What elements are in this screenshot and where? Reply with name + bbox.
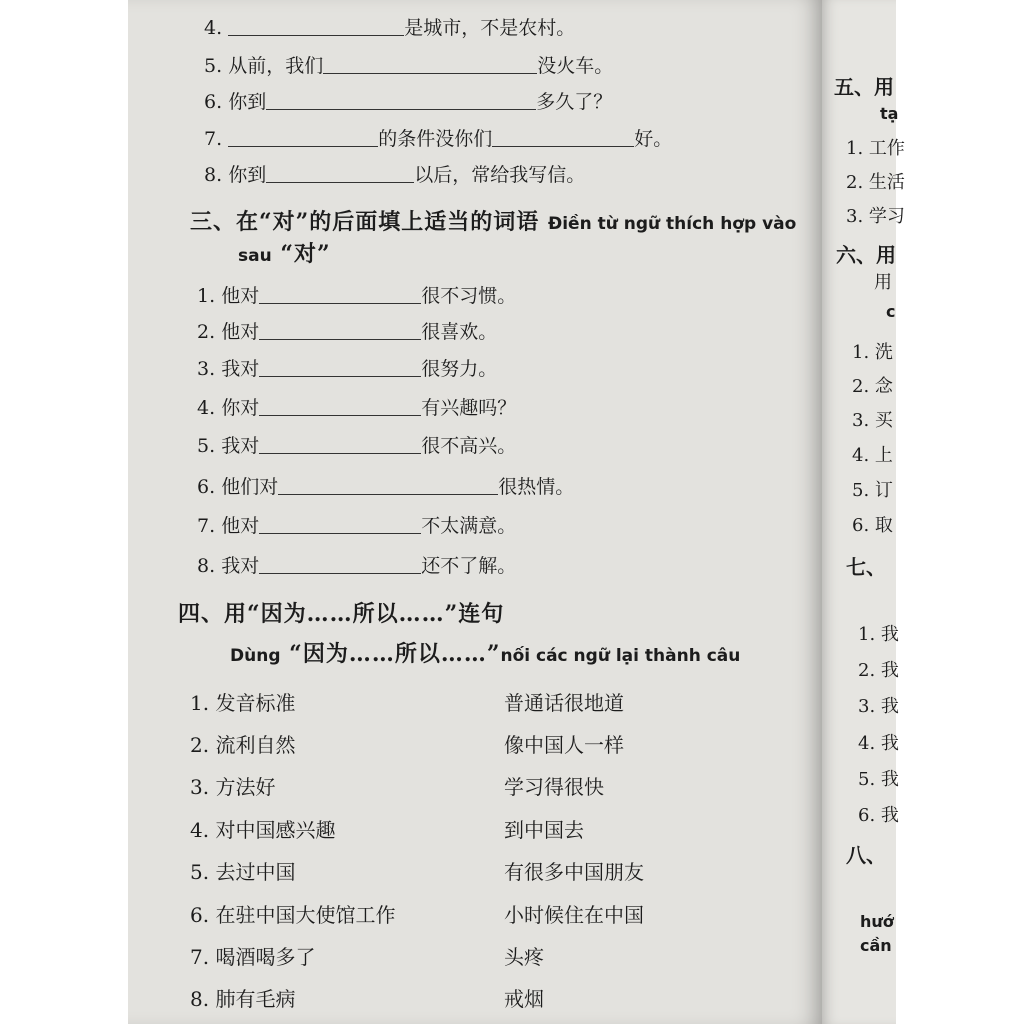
phrase-right: 小时候住在中国 xyxy=(504,903,644,927)
background-left xyxy=(0,0,128,1024)
phrase-right: 头疼 xyxy=(504,945,544,969)
right-item: 4. 我 xyxy=(858,733,899,754)
exercise-line: 5. 我对 很不高兴。 xyxy=(197,435,517,457)
exercise-line: 4. 是城市，不是农村。 xyxy=(204,17,576,39)
phrase-left: 8. 肺有毛病 xyxy=(190,987,296,1011)
fill-blank[interactable] xyxy=(259,435,421,454)
phrase-right: 戒烟 xyxy=(504,987,544,1011)
right-item: 2. 生活 xyxy=(846,172,905,193)
phrase-left: 1. 发音标准 xyxy=(190,691,296,715)
fill-blank[interactable] xyxy=(228,17,404,36)
fill-blank[interactable] xyxy=(259,321,421,340)
background-right xyxy=(896,0,1024,1024)
exercise-line: 6. 他们对 很热情。 xyxy=(197,476,575,498)
phrase-right: 普通话很地道 xyxy=(504,691,624,715)
phrase-right: 像中国人一样 xyxy=(504,733,624,757)
section-six-subtitle-2: c xyxy=(886,302,896,321)
right-item: 1. 洗 xyxy=(852,342,893,363)
section-three-subtitle: sau “对” xyxy=(238,241,331,267)
right-text: hướ xyxy=(860,912,894,931)
right-item: 5. 我 xyxy=(858,769,899,790)
exercise-line: 8. 我对 还不了解。 xyxy=(197,555,517,577)
phrase-left: 2. 流利自然 xyxy=(190,733,296,757)
right-item: 3. 买 xyxy=(852,410,893,431)
fill-blank[interactable] xyxy=(228,128,378,147)
section-four-subtitle: Dùng “因为……所以……”nối các ngữ lại thành câu xyxy=(230,641,741,667)
section-eight-title: 八、 xyxy=(846,843,886,867)
exercise-line: 4. 你对 有兴趣吗？ xyxy=(197,397,517,419)
phrase-left: 4. 对中国感兴趣 xyxy=(190,818,336,842)
section-five-subtitle: tạ xyxy=(880,104,899,123)
exercise-line: 1. 他对 很不习惯。 xyxy=(197,285,517,307)
fill-blank[interactable] xyxy=(259,285,421,304)
phrase-left: 5. 去过中国 xyxy=(190,860,296,884)
right-item: 3. 学习 xyxy=(846,206,905,227)
exercise-line: 5. 从前，我们 没火车。 xyxy=(204,55,614,77)
fill-blank[interactable] xyxy=(266,91,536,110)
right-item: 1. 我 xyxy=(858,624,899,645)
fill-blank[interactable] xyxy=(259,555,421,574)
fill-blank[interactable] xyxy=(259,397,421,416)
fill-blank[interactable] xyxy=(278,476,498,495)
section-five-title: 五、用 xyxy=(834,75,894,99)
phrase-right: 到中国去 xyxy=(504,818,584,842)
phrase-left: 7. 喝酒喝多了 xyxy=(190,945,316,969)
phrase-left: 6. 在驻中国大使馆工作 xyxy=(190,903,396,927)
exercise-line: 6. 你到 多久了？ xyxy=(204,91,613,113)
right-item: 3. 我 xyxy=(858,696,899,717)
section-three-title: 三、在“对”的后面填上适当的词语 Điền từ ngữ thích hợp vào xyxy=(190,209,797,235)
exercise-line: 2. 他对 很喜欢。 xyxy=(197,321,498,343)
fill-blank[interactable] xyxy=(259,358,421,377)
exercise-line: 3. 我对 很努力。 xyxy=(197,358,498,380)
right-page xyxy=(822,0,905,1024)
right-item: 4. 上 xyxy=(852,445,893,466)
fill-blank[interactable] xyxy=(259,515,421,534)
phrase-right: 有很多中国朋友 xyxy=(504,860,644,884)
exercise-line: 7. 他对 不太满意。 xyxy=(197,515,517,537)
right-item: 6. 取 xyxy=(852,515,893,536)
right-item: 5. 订 xyxy=(852,480,893,501)
phrase-right: 学习得很快 xyxy=(504,775,604,799)
right-item: 6. 我 xyxy=(858,805,899,826)
section-six-title: 六、用 xyxy=(836,243,896,267)
right-item: 1. 工作 xyxy=(846,138,905,159)
fill-blank[interactable] xyxy=(266,164,414,183)
section-seven-title: 七、 xyxy=(846,555,886,579)
fill-blank[interactable] xyxy=(323,55,537,74)
fill-blank[interactable] xyxy=(492,128,634,147)
exercise-line: 8. 你到 以后，常给我写信。 xyxy=(204,164,586,186)
right-item: 2. 我 xyxy=(858,660,899,681)
right-text: cần xyxy=(860,936,892,955)
phrase-left: 3. 方法好 xyxy=(190,775,276,799)
section-four-title: 四、用“因为……所以……”连句 xyxy=(178,601,505,627)
right-item: 2. 念 xyxy=(852,376,893,397)
exercise-line: 7. 的条件没你们 好。 xyxy=(204,128,673,150)
section-six-subtitle: 用 xyxy=(874,272,892,293)
